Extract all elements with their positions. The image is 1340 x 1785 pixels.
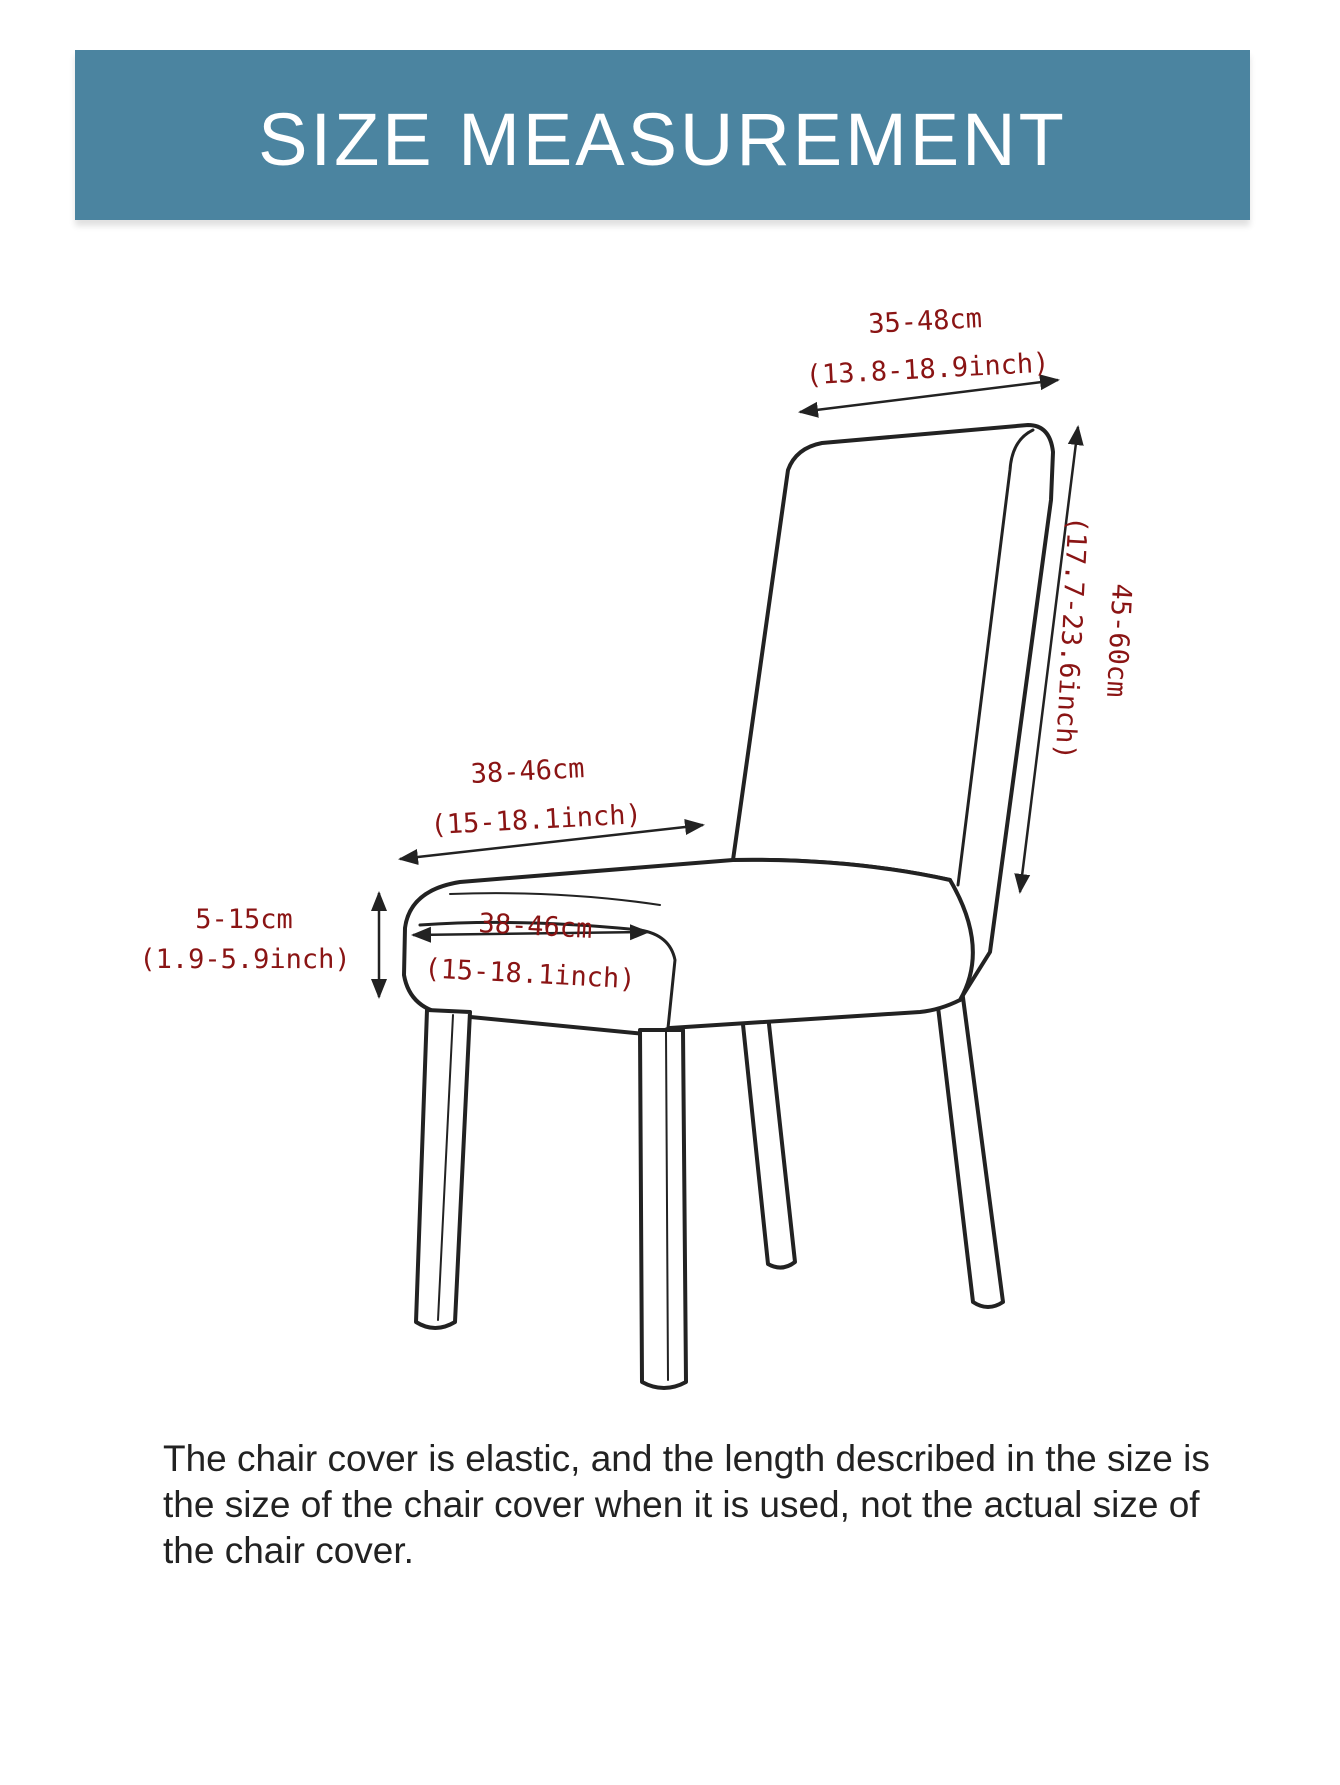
- chair-outline: [404, 425, 1053, 1388]
- label-back-height-inch: (17.7-23.6inch): [1048, 515, 1093, 761]
- elastic-note: The chair cover is elastic, and the length described in the size is the size of the chair cover when it is used, not the actual size of the chair cover.: [163, 1438, 1210, 1571]
- chair-leg-back-right: [936, 990, 1003, 1307]
- label-seat-depth-cm: 38-46cm: [469, 753, 586, 790]
- label-back-height-cm: 45-60cm: [1100, 582, 1137, 699]
- label-seat-width-cm: 38-46cm: [477, 908, 594, 945]
- page-title: SIZE MEASUREMENT: [258, 97, 1067, 181]
- chair-leg-front-left: [416, 1010, 470, 1328]
- label-seat-width-inch: (15-18.1inch): [423, 953, 637, 996]
- label-skirt-height-cm: 5-15cm: [195, 904, 293, 935]
- label-back-width-inch: (13.8-18.9inch): [805, 347, 1051, 392]
- label-back-width-cm: 35-48cm: [867, 303, 983, 340]
- label-seat-depth-inch: (15-18.1inch): [429, 799, 643, 842]
- label-skirt-height-inch: (1.9-5.9inch): [139, 944, 351, 975]
- chair-seat: [404, 860, 973, 1035]
- chair-leg-back-left: [742, 1015, 795, 1268]
- chair-leg-front-right: [640, 1030, 686, 1388]
